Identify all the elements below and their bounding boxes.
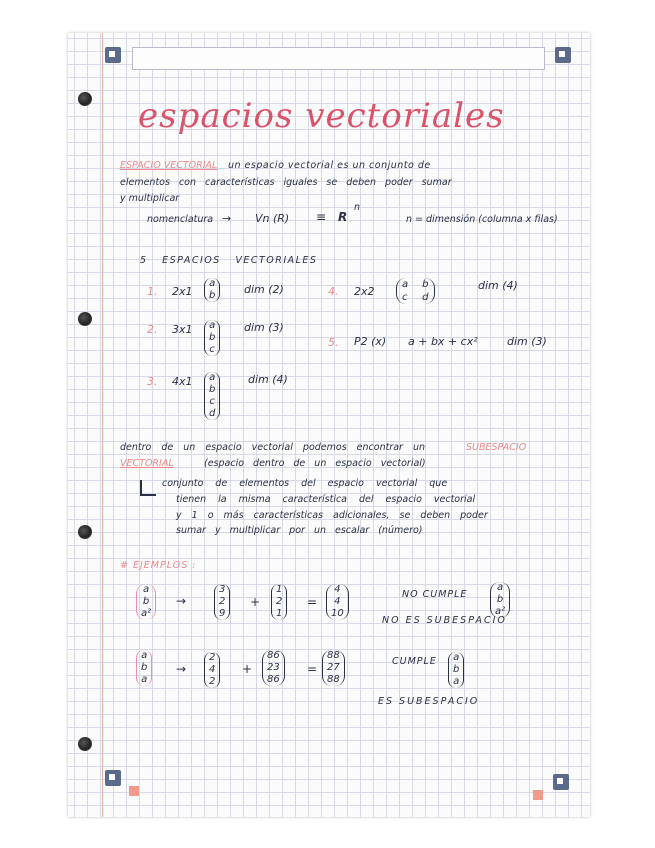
list-title: 5 ESPACIOS VECTORIALES bbox=[140, 255, 318, 266]
equals-sign: = bbox=[307, 662, 318, 676]
subspace-bullet-4: sumar y multiplicar por un escalar (número) bbox=[176, 525, 423, 536]
header-box bbox=[132, 47, 545, 70]
examples-label: # EJEMPLOS : bbox=[120, 560, 197, 571]
example-result: NO CUMPLE bbox=[402, 589, 468, 600]
vector-entry: 23 bbox=[267, 662, 280, 673]
example-vector bbox=[448, 652, 464, 688]
vector-entry: b bbox=[142, 596, 150, 607]
item-matrix bbox=[396, 278, 435, 304]
corner-mark-top-left-icon bbox=[105, 47, 121, 63]
vector-entry: 2 bbox=[219, 596, 226, 607]
item-number: 3. bbox=[147, 375, 158, 388]
vector-entry: 88 bbox=[327, 674, 340, 685]
item-size: 4x1 bbox=[172, 375, 193, 388]
plus-sign: + bbox=[250, 595, 261, 609]
vector-entry: b bbox=[453, 664, 460, 675]
subspace-term-2: VECTORIAL bbox=[120, 458, 174, 469]
vector-entry: b bbox=[141, 662, 148, 673]
example-vector bbox=[322, 650, 345, 686]
example-vector bbox=[326, 584, 349, 620]
vector-entry: 27 bbox=[327, 662, 340, 673]
vector-entry: b bbox=[209, 290, 216, 301]
equals-sign: = bbox=[307, 595, 318, 609]
item-vector bbox=[204, 372, 220, 420]
corner-mark-bottom-left-icon bbox=[105, 770, 121, 786]
matrix-entry: c bbox=[402, 292, 408, 303]
vector-entry: 86 bbox=[267, 650, 280, 661]
item-dim: dim (3) bbox=[244, 321, 284, 334]
item-size: 3x1 bbox=[172, 323, 193, 336]
nomenclatura-label: nomenclatura bbox=[147, 214, 214, 225]
vector-entry: 2 bbox=[276, 596, 283, 607]
pink-marker-right bbox=[533, 790, 543, 800]
subspace-bullet-2: tienen la misma característica del espacio vectorial bbox=[176, 494, 476, 505]
item-vector bbox=[204, 278, 220, 302]
definition-line-2: elementos con características iguales se deben poder sumar bbox=[120, 177, 452, 188]
arrow-icon: → bbox=[176, 662, 187, 676]
vector-entry: 4 bbox=[334, 596, 341, 607]
definition-line-3: y multiplicar bbox=[120, 193, 180, 204]
definition-term: ESPACIO VECTORIAL bbox=[120, 160, 218, 171]
vector-entry: a bbox=[453, 652, 460, 663]
example-vector bbox=[136, 584, 156, 620]
subspace-term: SUBESPACIO bbox=[466, 442, 527, 453]
corner-mark-top-right-icon bbox=[555, 47, 571, 63]
vector-entry: a bbox=[141, 650, 148, 661]
matrix-entry: b bbox=[422, 279, 429, 290]
item-size: 2x2 bbox=[354, 285, 375, 298]
vector-entry: 10 bbox=[331, 608, 344, 619]
nomenclatura-formula: Vn (R) bbox=[255, 212, 290, 225]
vector-entry: a bbox=[209, 320, 216, 331]
vector-entry: d bbox=[209, 408, 216, 419]
item-dim: dim (3) bbox=[507, 335, 547, 348]
binder-hole-icon bbox=[78, 737, 92, 751]
corner-mark-bottom-right-icon bbox=[553, 774, 569, 790]
item-dim: dim (4) bbox=[478, 279, 518, 292]
equivalence-symbol: ≡ bbox=[316, 210, 327, 224]
binder-hole-icon bbox=[78, 525, 92, 539]
binder-hole-icon bbox=[78, 92, 92, 106]
vector-entry: 86 bbox=[267, 674, 280, 685]
vector-entry: c bbox=[209, 344, 215, 355]
item-dim: dim (2) bbox=[244, 283, 284, 296]
bullet-icon bbox=[140, 480, 156, 496]
plus-sign: + bbox=[242, 662, 253, 676]
example-vector bbox=[490, 582, 510, 618]
item-vector bbox=[204, 320, 220, 356]
vector-entry: a bbox=[453, 676, 460, 687]
example-verdict: ES SUBESPACIO bbox=[378, 696, 480, 707]
arrow-icon: → bbox=[222, 212, 232, 225]
vector-entry: a² bbox=[141, 608, 152, 619]
vector-entry: a bbox=[209, 278, 216, 289]
vector-entry: 2 bbox=[209, 676, 216, 687]
vector-entry: 2 bbox=[209, 652, 216, 663]
exponent-n: n bbox=[354, 202, 361, 213]
real-numbers-symbol: R bbox=[338, 210, 348, 224]
vector-entry: 4 bbox=[334, 584, 341, 595]
vector-entry: a bbox=[209, 372, 216, 383]
example-vector bbox=[271, 584, 287, 620]
vector-entry: 9 bbox=[219, 608, 226, 619]
item-number: 4. bbox=[328, 285, 339, 298]
notebook-page bbox=[68, 33, 590, 817]
vector-entry: b bbox=[209, 384, 216, 395]
item-dim: dim (4) bbox=[248, 373, 288, 386]
item-number: 2. bbox=[147, 323, 158, 336]
vector-entry: 1 bbox=[276, 608, 283, 619]
vector-entry: a² bbox=[495, 606, 506, 617]
matrix-entry: a bbox=[402, 279, 409, 290]
example-result: CUMPLE bbox=[392, 656, 437, 667]
vector-entry: c bbox=[209, 396, 215, 407]
subspace-line-1: dentro de un espacio vectorial podemos encontrar un bbox=[120, 442, 426, 453]
definition-line-1: un espacio vectorial es un conjunto de bbox=[228, 160, 431, 171]
item-size: 2x1 bbox=[172, 285, 193, 298]
vector-entry: b bbox=[209, 332, 216, 343]
page-title: espacios vectoriales bbox=[138, 96, 505, 136]
subspace-bullet-1: conjunto de elementos del espacio vectorial que bbox=[162, 478, 448, 489]
vector-entry: a bbox=[143, 584, 150, 595]
arrow-icon: → bbox=[176, 594, 187, 608]
item-number: 5. bbox=[328, 336, 339, 349]
vector-entry: b bbox=[496, 594, 504, 605]
margin-line bbox=[102, 33, 103, 817]
example-vector bbox=[262, 650, 285, 686]
example-vector bbox=[136, 650, 152, 686]
item-number: 1. bbox=[147, 285, 158, 298]
pink-marker-left bbox=[129, 786, 139, 796]
binder-hole-icon bbox=[78, 312, 92, 326]
vector-entry: 88 bbox=[327, 650, 340, 661]
vector-entry: a bbox=[141, 674, 148, 685]
subspace-bullet-3: y 1 o más características adicionales, se deben poder bbox=[176, 510, 488, 521]
vector-entry: 3 bbox=[219, 584, 226, 595]
subspace-line-2: (espacio dentro de un espacio vectorial) bbox=[204, 458, 426, 469]
example-vector bbox=[214, 584, 230, 620]
example-verdict: NO ES SUBESPACIO bbox=[382, 615, 507, 626]
item-poly: P2 (x) bbox=[354, 335, 387, 348]
nomenclatura-note: n = dimensión (columna x filas) bbox=[406, 214, 558, 225]
vector-entry: 1 bbox=[276, 584, 283, 595]
matrix-entry: d bbox=[422, 292, 429, 303]
vector-entry: 4 bbox=[209, 664, 216, 675]
item-expression: a + bx + cx² bbox=[408, 335, 478, 348]
example-vector bbox=[204, 652, 220, 688]
vector-entry: a bbox=[497, 582, 504, 593]
